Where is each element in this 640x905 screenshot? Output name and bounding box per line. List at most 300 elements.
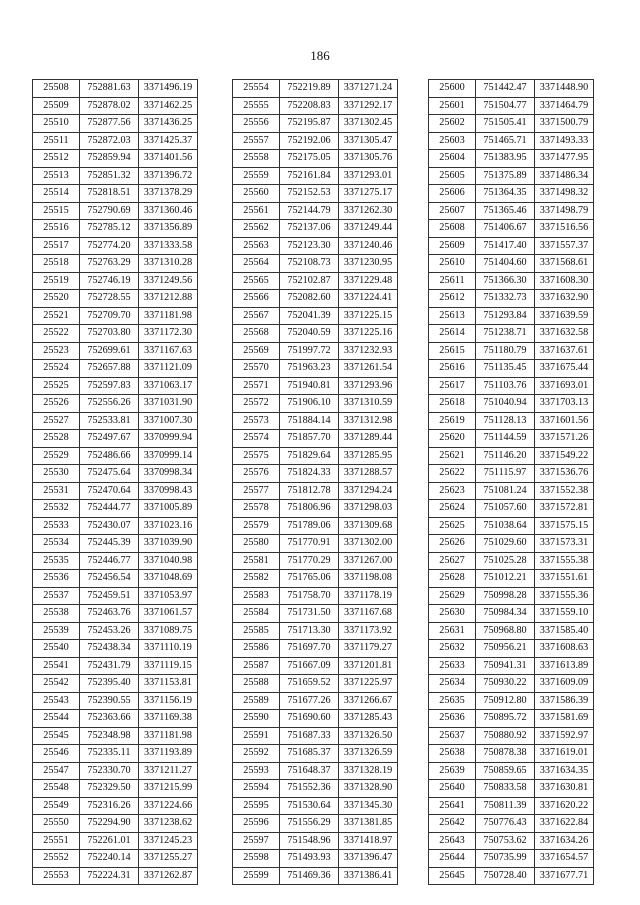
x-coordinate-cell: 750776.43 <box>476 815 535 833</box>
point-id-cell: 25508 <box>33 80 80 98</box>
y-coordinate-cell: 3371326.59 <box>339 745 398 763</box>
point-id-cell: 25586 <box>233 640 280 658</box>
y-coordinate-cell: 3371559.10 <box>535 605 594 623</box>
x-coordinate-cell: 752818.51 <box>80 185 139 203</box>
table-row <box>429 255 594 273</box>
point-id-cell: 25585 <box>233 622 280 640</box>
point-id-cell: 25543 <box>33 692 80 710</box>
x-coordinate-cell: 751963.23 <box>280 360 339 378</box>
table-row <box>33 395 198 413</box>
x-coordinate-cell: 752556.26 <box>80 395 139 413</box>
point-id-cell: 25599 <box>233 867 280 885</box>
y-coordinate-cell: 3371173.92 <box>339 622 398 640</box>
point-id-cell: 25610 <box>429 255 476 273</box>
x-coordinate-cell: 752859.94 <box>80 150 139 168</box>
point-id-cell: 25623 <box>429 482 476 500</box>
point-id-cell: 25579 <box>233 517 280 535</box>
x-coordinate-cell: 750728.40 <box>476 867 535 885</box>
point-id-cell: 25600 <box>429 80 476 98</box>
x-coordinate-cell: 752335.11 <box>80 745 139 763</box>
point-id-cell: 25573 <box>233 412 280 430</box>
table-row <box>429 727 594 745</box>
x-coordinate-cell: 751081.24 <box>476 482 535 500</box>
y-coordinate-cell: 3370999.14 <box>139 447 198 465</box>
x-coordinate-cell: 752497.67 <box>80 430 139 448</box>
table-row <box>429 412 594 430</box>
point-id-cell: 25645 <box>429 867 476 885</box>
table-row <box>233 517 398 535</box>
y-coordinate-cell: 3371245.23 <box>139 832 198 850</box>
x-coordinate-cell: 751012.21 <box>476 570 535 588</box>
x-coordinate-cell: 751146.20 <box>476 447 535 465</box>
point-id-cell: 25614 <box>429 325 476 343</box>
x-coordinate-cell: 752329.50 <box>80 780 139 798</box>
table-row <box>429 377 594 395</box>
y-coordinate-cell: 3371360.46 <box>139 202 198 220</box>
x-coordinate-cell: 752224.31 <box>80 867 139 885</box>
point-id-cell: 25522 <box>33 325 80 343</box>
y-coordinate-cell: 3371007.30 <box>139 412 198 430</box>
x-coordinate-cell: 751375.89 <box>476 167 535 185</box>
x-coordinate-cell: 752763.29 <box>80 255 139 273</box>
y-coordinate-cell: 3371167.63 <box>139 342 198 360</box>
x-coordinate-cell: 752878.02 <box>80 97 139 115</box>
x-coordinate-cell: 752881.63 <box>80 80 139 98</box>
point-id-cell: 25571 <box>233 377 280 395</box>
x-coordinate-cell: 751677.26 <box>280 692 339 710</box>
y-coordinate-cell: 3371592.97 <box>535 727 594 745</box>
point-id-cell: 25584 <box>233 605 280 623</box>
point-id-cell: 25643 <box>429 832 476 850</box>
x-coordinate-cell: 752746.19 <box>80 272 139 290</box>
x-coordinate-cell: 751685.37 <box>280 745 339 763</box>
x-coordinate-cell: 751857.70 <box>280 430 339 448</box>
point-id-cell: 25553 <box>33 867 80 885</box>
point-id-cell: 25567 <box>233 307 280 325</box>
y-coordinate-cell: 3371061.57 <box>139 605 198 623</box>
point-id-cell: 25628 <box>429 570 476 588</box>
y-coordinate-cell: 3370998.34 <box>139 465 198 483</box>
table-row <box>233 500 398 518</box>
point-id-cell: 25534 <box>33 535 80 553</box>
x-coordinate-cell: 751824.33 <box>280 465 339 483</box>
y-coordinate-cell: 3371063.17 <box>139 377 198 395</box>
table-row <box>33 185 198 203</box>
point-id-cell: 25511 <box>33 132 80 150</box>
x-coordinate-cell: 752709.70 <box>80 307 139 325</box>
table-row <box>233 587 398 605</box>
y-coordinate-cell: 3371232.93 <box>339 342 398 360</box>
x-coordinate-cell: 750956.21 <box>476 640 535 658</box>
x-coordinate-cell: 751530.64 <box>280 797 339 815</box>
point-id-cell: 25536 <box>33 570 80 588</box>
point-id-cell: 25624 <box>429 500 476 518</box>
x-coordinate-cell: 751128.13 <box>476 412 535 430</box>
x-coordinate-cell: 752657.88 <box>80 360 139 378</box>
y-coordinate-cell: 3371238.62 <box>139 815 198 833</box>
table-row <box>429 832 594 850</box>
x-coordinate-cell: 751493.93 <box>280 850 339 868</box>
point-id-cell: 25532 <box>33 500 80 518</box>
y-coordinate-cell: 3371224.41 <box>339 290 398 308</box>
table-row <box>233 727 398 745</box>
y-coordinate-cell: 3371386.41 <box>339 867 398 885</box>
x-coordinate-cell: 752597.83 <box>80 377 139 395</box>
table-row <box>33 727 198 745</box>
table-row <box>429 360 594 378</box>
table-row <box>233 710 398 728</box>
point-id-cell: 25544 <box>33 710 80 728</box>
point-id-cell: 25644 <box>429 850 476 868</box>
y-coordinate-cell: 3371634.26 <box>535 832 594 850</box>
y-coordinate-cell: 3371285.95 <box>339 447 398 465</box>
point-id-cell: 25580 <box>233 535 280 553</box>
y-coordinate-cell: 3371229.48 <box>339 272 398 290</box>
point-id-cell: 25540 <box>33 640 80 658</box>
table-row <box>429 80 594 98</box>
table-row <box>233 150 398 168</box>
x-coordinate-cell: 751383.95 <box>476 150 535 168</box>
point-id-cell: 25539 <box>33 622 80 640</box>
y-coordinate-cell: 3371356.89 <box>139 220 198 238</box>
table-row <box>233 622 398 640</box>
x-coordinate-cell: 752108.73 <box>280 255 339 273</box>
y-coordinate-cell: 3371608.30 <box>535 272 594 290</box>
x-coordinate-cell: 752040.59 <box>280 325 339 343</box>
point-id-cell: 25576 <box>233 465 280 483</box>
table-row <box>429 815 594 833</box>
coordinate-table-2 <box>232 79 398 885</box>
table-row <box>33 535 198 553</box>
table-row <box>233 832 398 850</box>
x-coordinate-cell: 751180.79 <box>476 342 535 360</box>
x-coordinate-cell: 752438.34 <box>80 640 139 658</box>
table-row <box>233 412 398 430</box>
point-id-cell: 25594 <box>233 780 280 798</box>
point-id-cell: 25577 <box>233 482 280 500</box>
point-id-cell: 25619 <box>429 412 476 430</box>
y-coordinate-cell: 3371619.01 <box>535 745 594 763</box>
x-coordinate-cell: 752294.90 <box>80 815 139 833</box>
table-row <box>233 290 398 308</box>
y-coordinate-cell: 3371622.84 <box>535 815 594 833</box>
table-row <box>233 202 398 220</box>
y-coordinate-cell: 3371328.19 <box>339 762 398 780</box>
x-coordinate-cell: 751144.59 <box>476 430 535 448</box>
x-coordinate-cell: 751135.45 <box>476 360 535 378</box>
y-coordinate-cell: 3371585.40 <box>535 622 594 640</box>
x-coordinate-cell: 751057.60 <box>476 500 535 518</box>
y-coordinate-cell: 3371477.95 <box>535 150 594 168</box>
y-coordinate-cell: 3371630.81 <box>535 780 594 798</box>
x-coordinate-cell: 752219.89 <box>280 80 339 98</box>
table-row <box>233 430 398 448</box>
x-coordinate-cell: 751103.76 <box>476 377 535 395</box>
y-coordinate-cell: 3371005.89 <box>139 500 198 518</box>
y-coordinate-cell: 3371396.72 <box>139 167 198 185</box>
y-coordinate-cell: 3371328.90 <box>339 780 398 798</box>
point-id-cell: 25518 <box>33 255 80 273</box>
y-coordinate-cell: 3371312.98 <box>339 412 398 430</box>
table-row <box>429 325 594 343</box>
point-id-cell: 25617 <box>429 377 476 395</box>
y-coordinate-cell: 3371266.67 <box>339 692 398 710</box>
table-row <box>33 290 198 308</box>
y-coordinate-cell: 3371464.79 <box>535 97 594 115</box>
table-row <box>233 552 398 570</box>
point-id-cell: 25531 <box>33 482 80 500</box>
point-id-cell: 25551 <box>33 832 80 850</box>
x-coordinate-cell: 750880.92 <box>476 727 535 745</box>
x-coordinate-cell: 751731.50 <box>280 605 339 623</box>
point-id-cell: 25558 <box>233 150 280 168</box>
y-coordinate-cell: 3371198.08 <box>339 570 398 588</box>
y-coordinate-cell: 3371601.56 <box>535 412 594 430</box>
point-id-cell: 25638 <box>429 745 476 763</box>
table-row <box>429 430 594 448</box>
y-coordinate-cell: 3371448.90 <box>535 80 594 98</box>
table-row <box>429 150 594 168</box>
y-coordinate-cell: 3371294.24 <box>339 482 398 500</box>
point-id-cell: 25602 <box>429 115 476 133</box>
x-coordinate-cell: 751789.06 <box>280 517 339 535</box>
y-coordinate-cell: 3371586.39 <box>535 692 594 710</box>
point-id-cell: 25527 <box>33 412 80 430</box>
y-coordinate-cell: 3371292.17 <box>339 97 398 115</box>
x-coordinate-cell: 752475.64 <box>80 465 139 483</box>
table-row <box>233 797 398 815</box>
x-coordinate-cell: 751806.96 <box>280 500 339 518</box>
x-coordinate-cell: 752456.54 <box>80 570 139 588</box>
table-row <box>233 850 398 868</box>
point-id-cell: 25516 <box>33 220 80 238</box>
x-coordinate-cell: 752195.87 <box>280 115 339 133</box>
y-coordinate-cell: 3371639.59 <box>535 307 594 325</box>
table-row <box>233 115 398 133</box>
table-row <box>429 570 594 588</box>
table-row <box>233 535 398 553</box>
y-coordinate-cell: 3371262.30 <box>339 202 398 220</box>
y-coordinate-cell: 3371215.99 <box>139 780 198 798</box>
table-row <box>33 202 198 220</box>
table-row <box>429 675 594 693</box>
table-row <box>233 867 398 885</box>
y-coordinate-cell: 3371211.27 <box>139 762 198 780</box>
point-id-cell: 25513 <box>33 167 80 185</box>
point-id-cell: 25630 <box>429 605 476 623</box>
x-coordinate-cell: 750912.80 <box>476 692 535 710</box>
y-coordinate-cell: 3371620.22 <box>535 797 594 815</box>
table-row <box>233 325 398 343</box>
table-row <box>429 342 594 360</box>
y-coordinate-cell: 3371225.15 <box>339 307 398 325</box>
x-coordinate-cell: 751442.47 <box>476 80 535 98</box>
y-coordinate-cell: 3371249.44 <box>339 220 398 238</box>
x-coordinate-cell: 751293.84 <box>476 307 535 325</box>
x-coordinate-cell: 751906.10 <box>280 395 339 413</box>
point-id-cell: 25566 <box>233 290 280 308</box>
table-row <box>429 307 594 325</box>
x-coordinate-cell: 752877.56 <box>80 115 139 133</box>
table-row <box>33 360 198 378</box>
x-coordinate-cell: 750735.99 <box>476 850 535 868</box>
y-coordinate-cell: 3370998.43 <box>139 482 198 500</box>
point-id-cell: 25596 <box>233 815 280 833</box>
point-id-cell: 25616 <box>429 360 476 378</box>
x-coordinate-cell: 752240.14 <box>80 850 139 868</box>
x-coordinate-cell: 752102.87 <box>280 272 339 290</box>
y-coordinate-cell: 3371240.46 <box>339 237 398 255</box>
x-coordinate-cell: 751770.29 <box>280 552 339 570</box>
y-coordinate-cell: 3371302.45 <box>339 115 398 133</box>
point-id-cell: 25533 <box>33 517 80 535</box>
table-row <box>233 237 398 255</box>
point-id-cell: 25525 <box>33 377 80 395</box>
table-row <box>429 132 594 150</box>
table-row <box>429 605 594 623</box>
table-row <box>33 500 198 518</box>
y-coordinate-cell: 3371498.79 <box>535 202 594 220</box>
point-id-cell: 25555 <box>233 97 280 115</box>
table-row <box>429 167 594 185</box>
table-row <box>33 307 198 325</box>
y-coordinate-cell: 3371675.44 <box>535 360 594 378</box>
y-coordinate-cell: 3371230.95 <box>339 255 398 273</box>
table-row <box>33 412 198 430</box>
y-coordinate-cell: 3371333.58 <box>139 237 198 255</box>
x-coordinate-cell: 751667.09 <box>280 657 339 675</box>
page-number: 186 <box>310 48 330 63</box>
x-coordinate-cell: 750984.34 <box>476 605 535 623</box>
y-coordinate-cell: 3371310.59 <box>339 395 398 413</box>
point-id-cell: 25608 <box>429 220 476 238</box>
point-id-cell: 25547 <box>33 762 80 780</box>
point-id-cell: 25633 <box>429 657 476 675</box>
point-id-cell: 25626 <box>429 535 476 553</box>
table-row <box>233 447 398 465</box>
table-row <box>33 430 198 448</box>
x-coordinate-cell: 751690.60 <box>280 710 339 728</box>
table-row <box>429 622 594 640</box>
table-row <box>233 640 398 658</box>
table-row <box>429 552 594 570</box>
table-row <box>429 220 594 238</box>
x-coordinate-cell: 752533.81 <box>80 412 139 430</box>
x-coordinate-cell: 750753.62 <box>476 832 535 850</box>
y-coordinate-cell: 3371496.19 <box>139 80 198 98</box>
x-coordinate-cell: 752390.55 <box>80 692 139 710</box>
y-coordinate-cell: 3371031.90 <box>139 395 198 413</box>
y-coordinate-cell: 3371293.01 <box>339 167 398 185</box>
table-row <box>33 255 198 273</box>
point-id-cell: 25635 <box>429 692 476 710</box>
y-coordinate-cell: 3371305.76 <box>339 150 398 168</box>
point-id-cell: 25637 <box>429 727 476 745</box>
y-coordinate-cell: 3370999.94 <box>139 430 198 448</box>
x-coordinate-cell: 752348.98 <box>80 727 139 745</box>
x-coordinate-cell: 752453.26 <box>80 622 139 640</box>
x-coordinate-cell: 751648.37 <box>280 762 339 780</box>
x-coordinate-cell: 751687.33 <box>280 727 339 745</box>
coordinate-table-1 <box>32 79 198 885</box>
table-row <box>33 167 198 185</box>
y-coordinate-cell: 3371573.31 <box>535 535 594 553</box>
y-coordinate-cell: 3371298.03 <box>339 500 398 518</box>
table-row <box>429 535 594 553</box>
y-coordinate-cell: 3371500.79 <box>535 115 594 133</box>
point-id-cell: 25514 <box>33 185 80 203</box>
point-id-cell: 25589 <box>233 692 280 710</box>
point-id-cell: 25550 <box>33 815 80 833</box>
table-row <box>233 780 398 798</box>
point-id-cell: 25562 <box>233 220 280 238</box>
x-coordinate-cell: 751713.30 <box>280 622 339 640</box>
table-row <box>233 395 398 413</box>
point-id-cell: 25557 <box>233 132 280 150</box>
y-coordinate-cell: 3371039.90 <box>139 535 198 553</box>
y-coordinate-cell: 3371575.15 <box>535 517 594 535</box>
x-coordinate-cell: 751829.64 <box>280 447 339 465</box>
y-coordinate-cell: 3371613.89 <box>535 657 594 675</box>
table-row <box>429 762 594 780</box>
y-coordinate-cell: 3371224.66 <box>139 797 198 815</box>
y-coordinate-cell: 3371289.44 <box>339 430 398 448</box>
table-row <box>33 377 198 395</box>
point-id-cell: 25524 <box>33 360 80 378</box>
y-coordinate-cell: 3371040.98 <box>139 552 198 570</box>
x-coordinate-cell: 752790.69 <box>80 202 139 220</box>
y-coordinate-cell: 3371275.17 <box>339 185 398 203</box>
point-id-cell: 25598 <box>233 850 280 868</box>
y-coordinate-cell: 3371267.00 <box>339 552 398 570</box>
point-id-cell: 25564 <box>233 255 280 273</box>
point-id-cell: 25561 <box>233 202 280 220</box>
x-coordinate-cell: 751417.40 <box>476 237 535 255</box>
y-coordinate-cell: 3371167.68 <box>339 605 398 623</box>
y-coordinate-cell: 3371048.69 <box>139 570 198 588</box>
x-coordinate-cell: 751997.72 <box>280 342 339 360</box>
table-row <box>33 482 198 500</box>
point-id-cell: 25612 <box>429 290 476 308</box>
point-id-cell: 25607 <box>429 202 476 220</box>
y-coordinate-cell: 3371557.37 <box>535 237 594 255</box>
y-coordinate-cell: 3371555.36 <box>535 587 594 605</box>
y-coordinate-cell: 3371288.57 <box>339 465 398 483</box>
y-coordinate-cell: 3371255.27 <box>139 850 198 868</box>
point-id-cell: 25625 <box>429 517 476 535</box>
y-coordinate-cell: 3371703.13 <box>535 395 594 413</box>
table-row <box>429 780 594 798</box>
point-id-cell: 25570 <box>233 360 280 378</box>
x-coordinate-cell: 751406.67 <box>476 220 535 238</box>
table-row <box>33 132 198 150</box>
y-coordinate-cell: 3371401.56 <box>139 150 198 168</box>
table-row <box>429 272 594 290</box>
point-id-cell: 25521 <box>33 307 80 325</box>
table-row <box>33 710 198 728</box>
y-coordinate-cell: 3371089.75 <box>139 622 198 640</box>
table-row <box>233 220 398 238</box>
point-id-cell: 25523 <box>33 342 80 360</box>
x-coordinate-cell: 750833.58 <box>476 780 535 798</box>
x-coordinate-cell: 752175.05 <box>280 150 339 168</box>
point-id-cell: 25603 <box>429 132 476 150</box>
x-coordinate-cell: 751697.70 <box>280 640 339 658</box>
y-coordinate-cell: 3371608.63 <box>535 640 594 658</box>
y-coordinate-cell: 3371632.58 <box>535 325 594 343</box>
table-row <box>33 762 198 780</box>
table-row <box>33 832 198 850</box>
